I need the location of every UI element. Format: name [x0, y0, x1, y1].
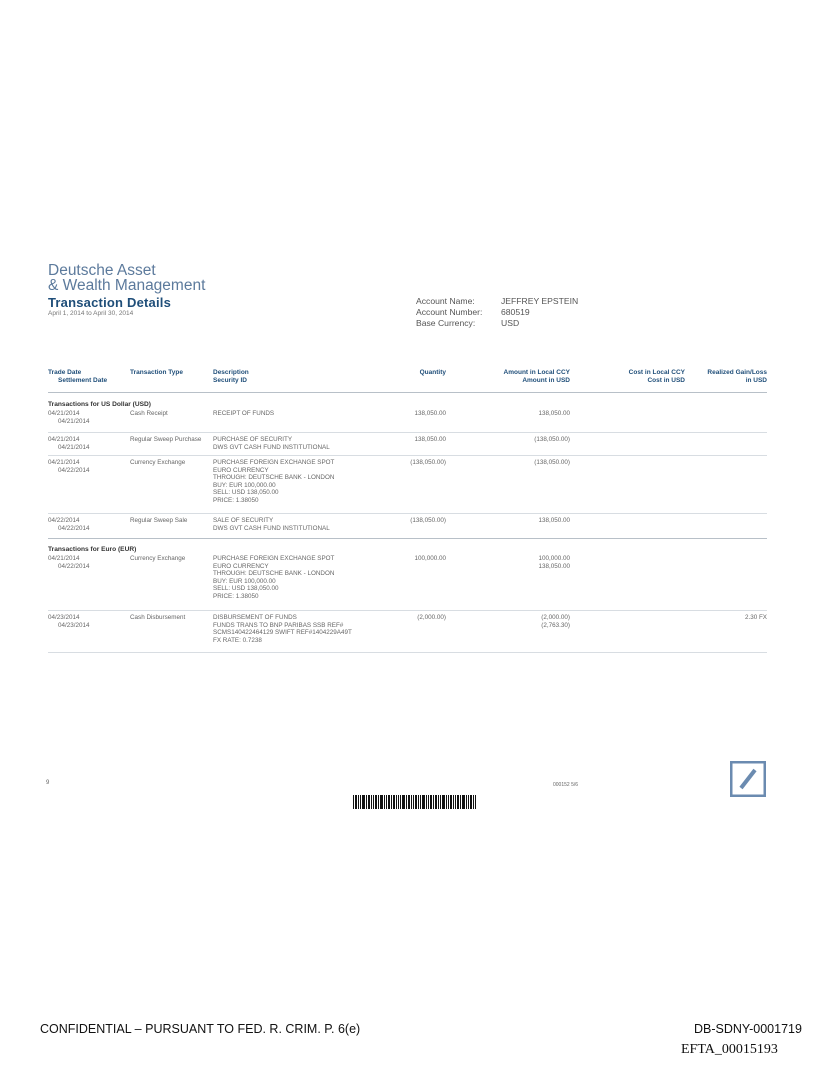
transaction-type: Cash Receipt	[130, 410, 168, 417]
description-line: PRICE: 1.38050	[213, 496, 259, 504]
description-line: FUNDS TRANS TO BNP PARIBAS SSB REF#	[213, 621, 344, 629]
bates-number: DB-SDNY-0001719	[694, 1022, 802, 1036]
brand-line-1: Deutsche Asset	[48, 262, 156, 279]
settlement-date: 04/22/2014	[58, 466, 90, 474]
document-code: 000152 5/6	[553, 782, 579, 788]
page-title: Transaction Details	[48, 295, 172, 310]
description-line: THROUGH: DEUTSCHE BANK - LONDON	[213, 474, 335, 482]
trade-date: 04/21/2014	[48, 459, 80, 466]
efta-number: EFTA_00015193	[681, 1042, 778, 1057]
description-line: RECEIPT OF FUNDS	[213, 410, 275, 417]
description-line: SELL: USD 138,050.00	[213, 585, 279, 593]
row-divider	[48, 652, 767, 653]
description-line: SELL: USD 138,050.00	[213, 489, 279, 497]
account-info	[416, 296, 578, 329]
confidential-notice: CONFIDENTIAL – PURSUANT TO FED. R. CRIM. P. 6(e)	[40, 1022, 361, 1036]
col-trade-date: Trade Date	[48, 369, 82, 376]
header-rule	[48, 392, 767, 393]
section-title-usd: Transactions for US Dollar (USD)	[48, 401, 151, 408]
base-currency-label: Base Currency:	[416, 318, 476, 328]
settlement-date: 04/21/2014	[58, 417, 90, 425]
description-line: EURO CURRENCY	[213, 466, 269, 474]
trade-date: 04/23/2014	[48, 614, 80, 621]
settlement-date: 04/22/2014	[58, 524, 90, 532]
amount-usd: (2,763.30)	[541, 621, 570, 629]
amount-usd: 138,050.00	[538, 562, 570, 570]
row-divider	[48, 610, 767, 611]
col-transaction-type: Transaction Type	[130, 369, 183, 376]
quantity: (2,000.00)	[417, 614, 446, 621]
section-divider	[48, 538, 767, 539]
row-divider	[48, 455, 767, 456]
amount: (138,050.00)	[534, 459, 570, 466]
description-line: PURCHASE OF SECURITY	[213, 436, 293, 443]
trade-date: 04/22/2014	[48, 517, 80, 524]
description-line: PRICE: 1.38050	[213, 592, 259, 600]
col-cost-usd: Cost in USD	[647, 377, 685, 384]
transaction-type: Currency Exchange	[130, 459, 186, 466]
account-number-value: 680519	[501, 307, 530, 317]
col-gain-loss-usd: in USD	[745, 377, 767, 384]
description-line: DWS GVT CASH FUND INSTITUTIONAL	[213, 524, 330, 532]
col-amount-local: Amount in Local CCY	[503, 369, 570, 376]
quantity: 138,050.00	[414, 410, 446, 417]
transaction-type: Regular Sweep Sale	[130, 517, 188, 524]
trade-date: 04/21/2014	[48, 410, 80, 417]
brand-logo-text	[48, 263, 205, 293]
amount: (138,050.00)	[534, 436, 570, 443]
col-amount-usd: Amount in USD	[522, 377, 570, 384]
amount-local: (2,000.00)	[541, 614, 570, 621]
col-settlement-date: Settlement Date	[58, 377, 108, 384]
section-title-eur: Transactions for Euro (EUR)	[48, 546, 137, 553]
col-security-id: Security ID	[213, 377, 247, 384]
trade-date: 04/21/2014	[48, 436, 80, 443]
trade-date: 04/21/2014	[48, 555, 80, 562]
description-line: THROUGH: DEUTSCHE BANK - LONDON	[213, 570, 335, 578]
settlement-date: 04/21/2014	[58, 443, 90, 451]
description-line: PURCHASE FOREIGN EXCHANGE SPOT	[213, 555, 335, 562]
amount: 138,050.00	[538, 410, 570, 417]
col-description: Description	[213, 369, 249, 376]
row-divider	[48, 432, 767, 433]
description-line: SALE OF SECURITY	[213, 517, 274, 524]
quantity: (138,050.00)	[410, 459, 446, 466]
account-number-label: Account Number:	[416, 307, 483, 317]
deutsche-bank-logo-icon	[730, 761, 766, 797]
barcode	[353, 795, 477, 809]
page-number: 9	[46, 780, 50, 786]
amount-local: 100,000.00	[538, 555, 570, 562]
settlement-date: 04/22/2014	[58, 562, 90, 570]
row-divider	[48, 513, 767, 514]
table-header	[48, 369, 767, 389]
col-cost-local: Cost in Local CCY	[628, 369, 685, 376]
statement-period: April 1, 2014 to April 30, 2014	[48, 310, 134, 317]
amount: 138,050.00	[538, 517, 570, 524]
quantity: 100,000.00	[414, 555, 446, 562]
description-line: EURO CURRENCY	[213, 562, 269, 570]
col-gain-loss: Realized Gain/Loss	[707, 369, 767, 376]
quantity: (138,050.00)	[410, 517, 446, 524]
account-name-label: Account Name:	[416, 296, 475, 306]
description-line: FX RATE: 0.7238	[213, 636, 262, 644]
quantity: 138,050.00	[414, 436, 446, 443]
description-line: BUY: EUR 100,000.00	[213, 577, 276, 585]
transaction-type: Currency Exchange	[130, 555, 186, 562]
description-line: DISBURSEMENT OF FUNDS	[213, 614, 297, 621]
brand-line-2: & Wealth Management	[48, 277, 206, 294]
description-line: PURCHASE FOREIGN EXCHANGE SPOT	[213, 459, 335, 466]
description-line: BUY: EUR 100,000.00	[213, 481, 276, 489]
base-currency-value: USD	[501, 318, 520, 328]
account-name-value: JEFFREY EPSTEIN	[501, 296, 579, 306]
description-line: DWS GVT CASH FUND INSTITUTIONAL	[213, 443, 330, 451]
settlement-date: 04/23/2014	[58, 621, 90, 629]
description-line: SCMS140422464129 SWIFT REF#1404229A49T	[213, 629, 352, 637]
transaction-type: Cash Disbursement	[130, 614, 186, 621]
col-quantity: Quantity	[419, 369, 446, 376]
transaction-type: Regular Sweep Purchase	[130, 436, 202, 443]
realized-gain-loss: 2.30 FX	[744, 614, 767, 621]
